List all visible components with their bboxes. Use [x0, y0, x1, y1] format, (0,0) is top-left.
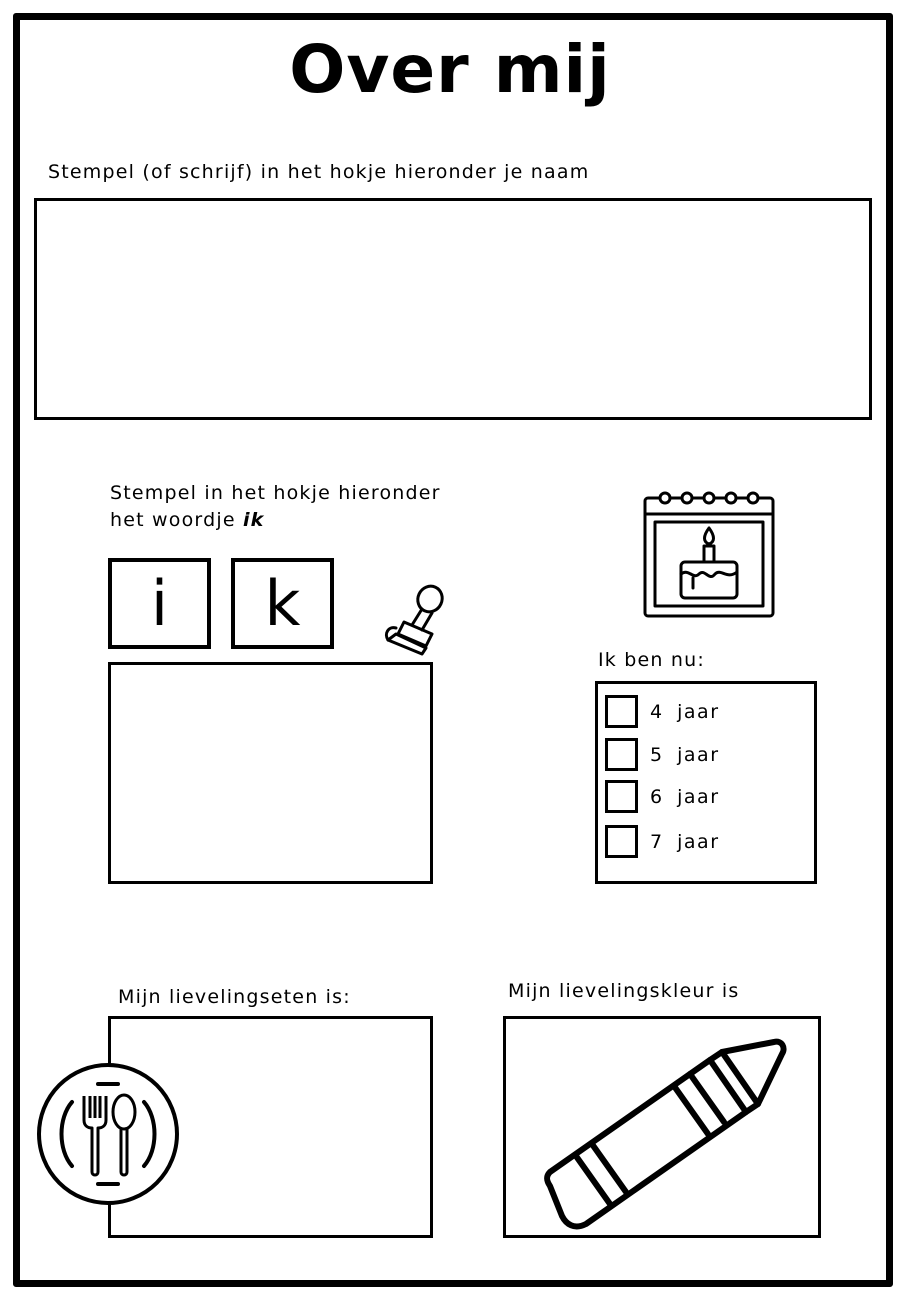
age-checkbox-4[interactable] [605, 695, 638, 728]
age-option-7[interactable] [605, 825, 720, 858]
age-option-5[interactable] [605, 738, 720, 771]
ik-emphasis: ik [242, 509, 265, 531]
age-checkbox-7[interactable] [605, 825, 638, 858]
ik-instruction-line1: Stempel in het hokje hieronder [110, 482, 441, 504]
name-instruction: Stempel (of schrijf) in het hokje hieronder je naam [48, 161, 590, 183]
ik-instruction-prefix: het woordje [110, 509, 243, 531]
letter-box-i [108, 558, 211, 649]
page-title: Over mij [289, 31, 611, 108]
food-label: Mijn lievelingseten is: [118, 986, 351, 1008]
age-checkbox-5[interactable] [605, 738, 638, 771]
crayon-icon [546, 1036, 786, 1230]
age-option-6[interactable] [605, 780, 720, 813]
age-label: Ik ben nu: [598, 649, 705, 671]
age-option-label: 5 jaar [650, 743, 720, 766]
age-option-label: 6 jaar [650, 785, 720, 808]
birthday-calendar-icon [643, 488, 775, 618]
color-label: Mijn lievelingskleur is [508, 980, 740, 1002]
letter-i: i [150, 566, 169, 640]
age-option-4[interactable] [605, 695, 720, 728]
age-checkbox-6[interactable] [605, 780, 638, 813]
plate-fork-spoon-icon [36, 1062, 180, 1206]
ik-stamp-box[interactable] [108, 662, 433, 884]
letter-box-k [231, 558, 334, 649]
letter-k: k [264, 566, 301, 640]
ik-instruction-line2 [110, 507, 265, 534]
stamp-icon [380, 582, 450, 654]
age-option-label: 7 jaar [650, 830, 720, 853]
age-option-label: 4 jaar [650, 700, 720, 723]
name-box[interactable] [34, 198, 872, 420]
